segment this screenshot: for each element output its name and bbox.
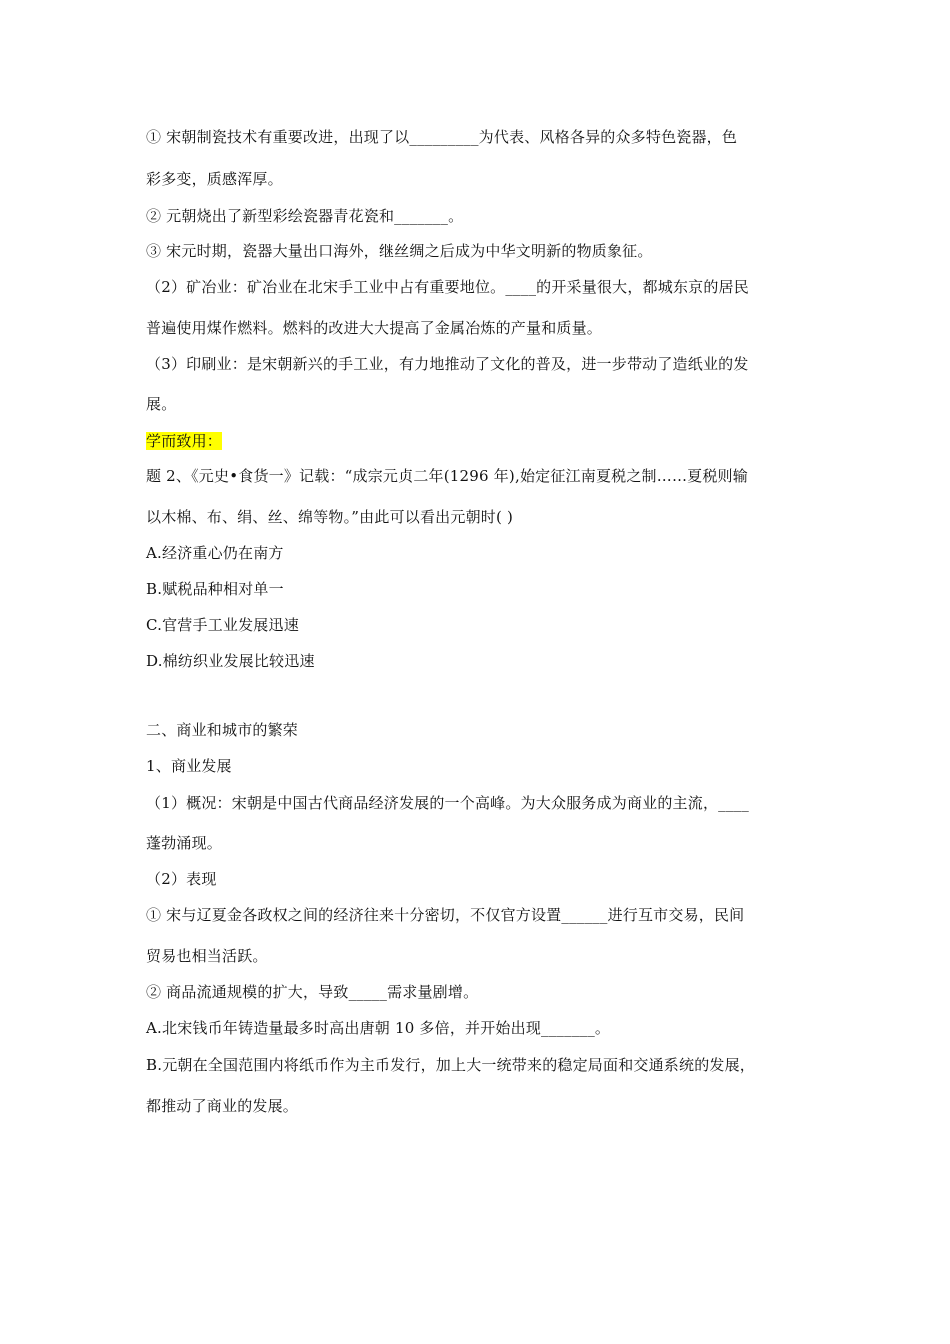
section-heading-commerce: 二、商业和城市的繁荣 [146,721,299,739]
text-line-overview-cont: 蓬勃涌现。 [146,834,223,852]
subheading-commerce-development: 1、商业发展 [146,757,232,775]
option-b: B.赋税品种相对单一 [146,580,284,598]
subheading-manifestation: （2）表现 [146,870,217,888]
text-line-mining-cont: 普遍使用煤作燃料。燃料的改进大大提高了金属冶炼的产量和质量。 [146,319,603,337]
option-a: A.经济重心仍在南方 [146,544,284,562]
text-line-porcelain-export: ③ 宋元时期，瓷器大量出口海外，继丝绸之后成为中华文明新的物质象征。 [146,242,653,260]
text-line-yuan-paper-money-cont: 都推动了商业的发展。 [146,1097,299,1115]
text-line-currency-demand: ② 商品流通规模的扩大，导致_____需求量剧增。 [146,983,479,1001]
text-line-trade-exchange: ① 宋与辽夏金各政权之间的经济往来十分密切，不仅官方设置______进行互市交易，民间 [146,906,745,924]
text-line-porcelain-improvement: ① 宋朝制瓷技术有重要改进，出现了以_________为代表、风格各异的众多特色瓷器，色 [146,128,738,146]
text-line-overview: （1）概况：宋朝是中国古代商品经济发展的一个高峰。为大众服务成为商业的主流，____ [146,794,749,812]
option-d: D.棉纺织业发展比较迅速 [146,652,315,670]
text-line-trade-exchange-cont: 贸易也相当活跃。 [146,947,268,965]
text-line-northern-song-coins: A.北宋钱币年铸造量最多时高出唐朝 10 多倍，并开始出现_______。 [146,1019,611,1037]
option-c: C.官营手工业发展迅速 [146,616,299,634]
text-line-mining: （2）矿冶业：矿冶业在北宋手工业中占有重要地位。____的开采量很大，都城东京的居民 [146,278,749,296]
text-line-printing: （3）印刷业：是宋朝新兴的手工业，有力地推动了文化的普及，进一步带动了造纸业的发 [146,355,749,373]
question-2-stem: 题 2、《元史•食货一》记载：“成宗元贞二年(1296 年),始定征江南夏税之制……夏税则输 [146,467,748,485]
text-line-yuan-paper-money: B.元朝在全国范围内将纸币作为主币发行，加上大一统带来的稳定局面和交通系统的发展， [146,1056,755,1074]
practice-highlight: 学而致用： [146,432,223,450]
text-line-printing-cont: 展。 [146,395,177,413]
section-label-practice [146,431,222,451]
text-line-porcelain-cont: 彩多变，质感浑厚。 [146,170,283,188]
text-line-blue-white-porcelain: ② 元朝烧出了新型彩绘瓷器青花瓷和_______。 [146,207,464,225]
question-2-stem-cont: 以木棉、布、绢、丝、绵等物。”由此可以看出元朝时( ) [146,508,514,526]
